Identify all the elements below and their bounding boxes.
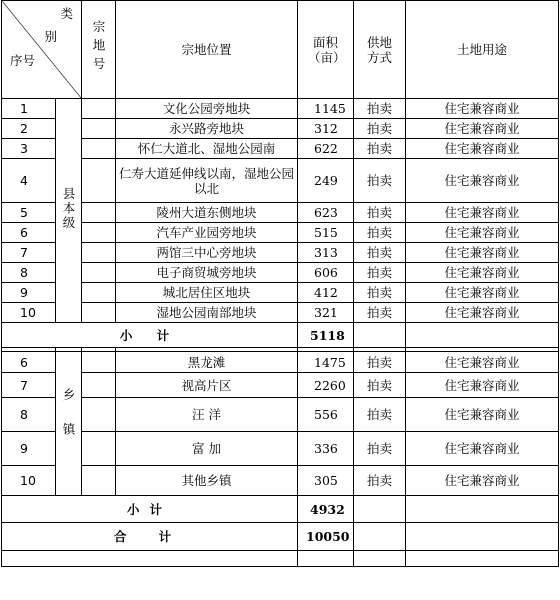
supply-cell: 拍卖 [354, 466, 406, 496]
land-supply-table [1, 0, 559, 567]
county-row [2, 139, 559, 159]
parcel-no-cell [82, 223, 116, 243]
area-cell: 312 [298, 119, 354, 139]
usage-cell: 住宅兼容商业 [406, 119, 559, 139]
category-seq-header [2, 1, 82, 99]
diag-category-char: 类 [60, 6, 73, 21]
usage-cell: 住宅兼容商业 [406, 466, 559, 496]
location-cell: 汪 洋 [116, 398, 298, 432]
header-row [2, 1, 559, 99]
trailing-cell [298, 551, 354, 567]
usage-cell: 住宅兼容商业 [406, 283, 559, 303]
location-cell: 城北居住区地块 [116, 283, 298, 303]
subtotal-area: 4932 [298, 496, 354, 523]
parcel-no-cell [82, 99, 116, 119]
location-header: 宗地位置 [116, 1, 298, 99]
row-number: 10 [2, 466, 56, 496]
usage-cell: 住宅兼容商业 [406, 352, 559, 373]
category-label: 乡镇 [61, 387, 76, 457]
area-header: 面积（亩） [298, 1, 354, 99]
county-row [2, 159, 559, 203]
township-row [2, 398, 559, 432]
area-cell: 606 [298, 263, 354, 283]
row-number: 8 [2, 263, 56, 283]
supply-cell: 拍卖 [354, 203, 406, 223]
usage-cell: 住宅兼容商业 [406, 139, 559, 159]
location-cell: 陵州大道东侧地块 [116, 203, 298, 223]
location-cell: 电子商贸城旁地块 [116, 263, 298, 283]
county-row [2, 203, 559, 223]
usage-cell: 住宅兼容商业 [406, 373, 559, 398]
township-category [56, 352, 82, 496]
total-usage-cell [406, 523, 559, 551]
area-cell: 249 [298, 159, 354, 203]
usage-cell: 住宅兼容商业 [406, 432, 559, 466]
area-cell: 321 [298, 303, 354, 323]
supply-cell: 拍卖 [354, 223, 406, 243]
row-number: 7 [2, 373, 56, 398]
parcel-no-cell [82, 398, 116, 432]
area-cell: 412 [298, 283, 354, 303]
location-cell: 仁寿大道延伸线以南，湿地公园以北 [116, 159, 298, 203]
usage-cell: 住宅兼容商业 [406, 263, 559, 283]
usage-cell: 住宅兼容商业 [406, 223, 559, 243]
category-label: 县本级 [61, 187, 76, 231]
supply-cell: 拍卖 [354, 99, 406, 119]
supply-cell: 拍卖 [354, 373, 406, 398]
usage-cell: 住宅兼容商业 [406, 159, 559, 203]
parcel-no-cell [82, 283, 116, 303]
location-cell: 文化公园旁地块 [116, 99, 298, 119]
parcel-no-cell [82, 432, 116, 466]
subtotal-supply-cell [354, 496, 406, 523]
parcel-no-cell [82, 159, 116, 203]
county-row [2, 303, 559, 323]
diag-seq-label: 序号 [10, 53, 36, 68]
location-cell: 其他乡镇 [116, 466, 298, 496]
area-cell: 622 [298, 139, 354, 159]
location-cell: 湿地公园南部地块 [116, 303, 298, 323]
row-number: 4 [2, 159, 56, 203]
row-number: 7 [2, 243, 56, 263]
row-number: 3 [2, 139, 56, 159]
township-row [2, 352, 559, 373]
supply-cell: 拍卖 [354, 119, 406, 139]
total-row [2, 523, 559, 551]
supply-cell: 拍卖 [354, 303, 406, 323]
area-cell: 2260 [298, 373, 354, 398]
parcel-no-cell [82, 263, 116, 283]
area-cell: 305 [298, 466, 354, 496]
county-row [2, 99, 559, 119]
usage-cell: 住宅兼容商业 [406, 203, 559, 223]
county-row [2, 263, 559, 283]
usage-cell: 住宅兼容商业 [406, 303, 559, 323]
supply-cell: 拍卖 [354, 139, 406, 159]
county-row [2, 243, 559, 263]
row-number: 9 [2, 283, 56, 303]
location-cell: 怀仁大道北、湿地公园南 [116, 139, 298, 159]
supply-cell: 拍卖 [354, 243, 406, 263]
location-cell: 汽车产业园旁地块 [116, 223, 298, 243]
parcel-no-cell [82, 119, 116, 139]
supply-cell: 拍卖 [354, 398, 406, 432]
location-cell: 富 加 [116, 432, 298, 466]
area-cell: 1145 [298, 99, 354, 119]
township-row [2, 432, 559, 466]
subtotal-supply-cell [354, 323, 406, 348]
row-number: 5 [2, 203, 56, 223]
supply-cell: 拍卖 [354, 352, 406, 373]
row-number: 1 [2, 99, 56, 119]
parcel-no-cell [82, 203, 116, 223]
parcel-no-cell [82, 303, 116, 323]
total-area: 10050 [298, 523, 354, 551]
subtotal-usage-cell [406, 323, 559, 348]
total-label: 合 计 [2, 523, 298, 551]
parcel-no-cell [82, 243, 116, 263]
trailing-cell [406, 551, 559, 567]
row-number: 6 [2, 352, 56, 373]
county-row [2, 223, 559, 243]
supply-cell: 拍卖 [354, 263, 406, 283]
township-subtotal-row [2, 496, 559, 523]
total-supply-cell [354, 523, 406, 551]
parcel-no-cell [82, 466, 116, 496]
subtotal-usage-cell [406, 496, 559, 523]
county-row [2, 283, 559, 303]
county-row [2, 119, 559, 139]
supply-cell: 拍卖 [354, 159, 406, 203]
township-row [2, 373, 559, 398]
area-cell: 623 [298, 203, 354, 223]
area-cell: 515 [298, 223, 354, 243]
diag-category-char-2: 别 [44, 29, 57, 44]
location-cell: 永兴路旁地块 [116, 119, 298, 139]
trailing-row [2, 551, 559, 567]
row-number: 10 [2, 303, 56, 323]
subtotal-area: 5118 [298, 323, 354, 348]
location-cell: 视高片区 [116, 373, 298, 398]
usage-cell: 住宅兼容商业 [406, 99, 559, 119]
township-row [2, 466, 559, 496]
usage-cell: 住宅兼容商业 [406, 243, 559, 263]
subtotal-label: 小 计 [2, 323, 298, 348]
row-number: 9 [2, 432, 56, 466]
usage-header: 土地用途 [406, 1, 559, 99]
county-subtotal-row [2, 323, 559, 348]
row-number: 8 [2, 398, 56, 432]
usage-cell: 住宅兼容商业 [406, 398, 559, 432]
county-category [56, 99, 82, 323]
parcel-no-cell [82, 352, 116, 373]
row-number: 6 [2, 223, 56, 243]
row-number: 2 [2, 119, 56, 139]
location-cell: 黑龙滩 [116, 352, 298, 373]
supply-header: 供地方式 [354, 1, 406, 99]
area-cell: 313 [298, 243, 354, 263]
parcel-no-cell [82, 139, 116, 159]
location-cell: 两馆三中心旁地块 [116, 243, 298, 263]
area-cell: 1475 [298, 352, 354, 373]
parcel-no-cell [82, 373, 116, 398]
supply-cell: 拍卖 [354, 432, 406, 466]
trailing-cell [354, 551, 406, 567]
trailing-cell [2, 551, 298, 567]
supply-cell: 拍卖 [354, 283, 406, 303]
area-cell: 336 [298, 432, 354, 466]
parcel-no-header: 宗地号 [82, 1, 116, 99]
area-cell: 556 [298, 398, 354, 432]
subtotal-label: 小计 [2, 496, 298, 523]
